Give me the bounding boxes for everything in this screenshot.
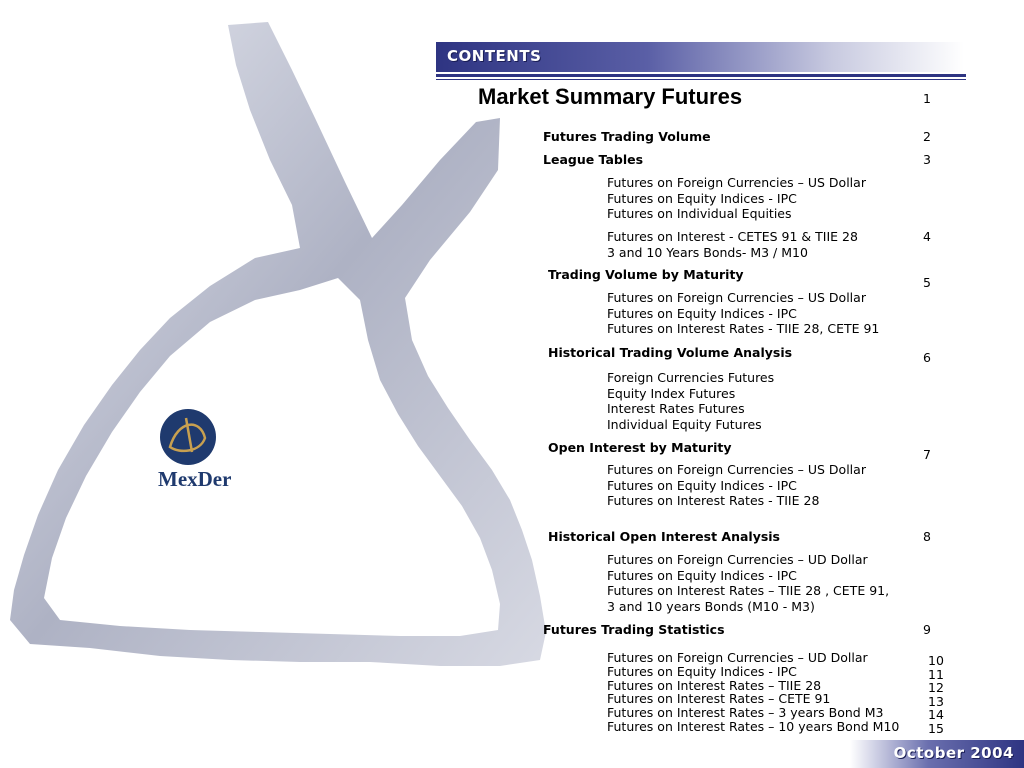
toc-subitem: Futures on Foreign Currencies – US Dollar — [607, 175, 866, 190]
toc-page-number: 12 — [928, 680, 944, 695]
header-rule-thin — [436, 79, 966, 80]
toc-subitem: Futures on Equity Indices - IPC — [607, 663, 797, 679]
toc-page-number: 14 — [928, 707, 944, 722]
toc-page-number: 5 — [923, 275, 931, 290]
toc-subitem: Futures on Interest Rates – CETE 91 — [607, 691, 831, 707]
toc-subitem: Interest Rates Futures — [607, 401, 745, 416]
toc-subitem: 3 and 10 years Bonds (M10 - M3) — [607, 598, 815, 614]
toc-subitem: Futures on Interest Rates – 3 years Bond M3 — [607, 705, 884, 721]
toc-subitem: Futures on Interest Rates - TIIE 28 — [607, 493, 820, 508]
toc-page-number: 7 — [923, 447, 931, 462]
toc-subitem: Equity Index Futures — [607, 385, 736, 401]
toc-page-number: 10 — [928, 653, 944, 668]
toc-subitem: Futures on Foreign Currencies – US Dollar — [607, 290, 866, 305]
toc-section-title: League Tables — [543, 152, 644, 167]
toc-subitem: Futures on Interest Rates – 10 years Bond M10 — [607, 718, 900, 734]
toc-subitem: Individual Equity Futures — [607, 416, 762, 432]
triangle-band-shape — [10, 22, 546, 666]
toc-subitem: Foreign Currencies Futures — [607, 370, 775, 385]
toc-page-number: 15 — [928, 720, 944, 736]
toc-subitem: Futures on Equity Indices - IPC — [607, 190, 797, 206]
toc-section-title: Futures Trading Statistics — [543, 622, 725, 637]
toc-section-title: Trading Volume by Maturity — [548, 267, 744, 282]
page-title: Market Summary Futures — [478, 84, 743, 109]
toc-page-number: 9 — [923, 622, 931, 637]
toc-page-number: 2 — [923, 129, 931, 144]
toc-subitems — [607, 290, 879, 337]
toc-subitem: Futures on Individual Equities — [607, 206, 792, 221]
toc-subitem: Futures on Interest - CETES 91 & TIIE 28 — [607, 229, 858, 244]
toc-subitem: Futures on Interest Rates – TIIE 28 — [607, 677, 822, 693]
toc-subitem: Futures on Foreign Currencies – UD Dollar — [607, 650, 868, 665]
toc-section-title: Historical Trading Volume Analysis — [548, 345, 793, 360]
toc-page-number: 13 — [928, 693, 944, 709]
footer-date: October 2004 — [893, 744, 1014, 762]
toc-section-title: Futures Trading Volume — [543, 129, 711, 144]
toc-subitem: Futures on Foreign Currencies – UD Dollar — [607, 552, 868, 567]
toc-subitem: Futures on Equity Indices - IPC — [607, 305, 797, 321]
toc-page-number: 11 — [928, 666, 944, 682]
mexder-logo — [158, 409, 231, 491]
toc-subitems — [607, 229, 858, 260]
toc-page-number: 4 — [923, 229, 931, 244]
toc-page-number: 3 — [923, 152, 931, 167]
toc-page-number: 6 — [923, 350, 931, 365]
toc-subitems — [607, 175, 866, 222]
toc-subitems — [607, 462, 866, 509]
toc-page-number-list — [928, 654, 944, 735]
toc-subitem: Futures on Equity Indices - IPC — [607, 567, 797, 583]
toc-subitem: Futures on Equity Indices - IPC — [607, 477, 797, 493]
toc-subitem: Futures on Foreign Currencies – US Dollar — [607, 462, 866, 477]
toc-section-title: Historical Open Interest Analysis — [548, 529, 781, 544]
page-number: 1 — [923, 91, 931, 106]
toc-subitems — [607, 651, 899, 734]
toc-section-title: Open Interest by Maturity — [548, 440, 732, 455]
toc-subitems — [607, 370, 774, 432]
logo-wordmark: MexDer — [158, 467, 232, 491]
toc-subitem: 3 and 10 Years Bonds- M3 / M10 — [607, 244, 808, 260]
toc-subitems — [607, 552, 889, 614]
header-rule — [436, 74, 966, 77]
toc-subitem: Futures on Interest Rates – TIIE 28 , CETE 91, — [607, 583, 890, 598]
contents-header-title: CONTENTS — [447, 47, 542, 65]
toc-page-number: 8 — [923, 529, 931, 544]
toc-subitem: Futures on Interest Rates - TIIE 28, CETE 91 — [607, 321, 880, 336]
